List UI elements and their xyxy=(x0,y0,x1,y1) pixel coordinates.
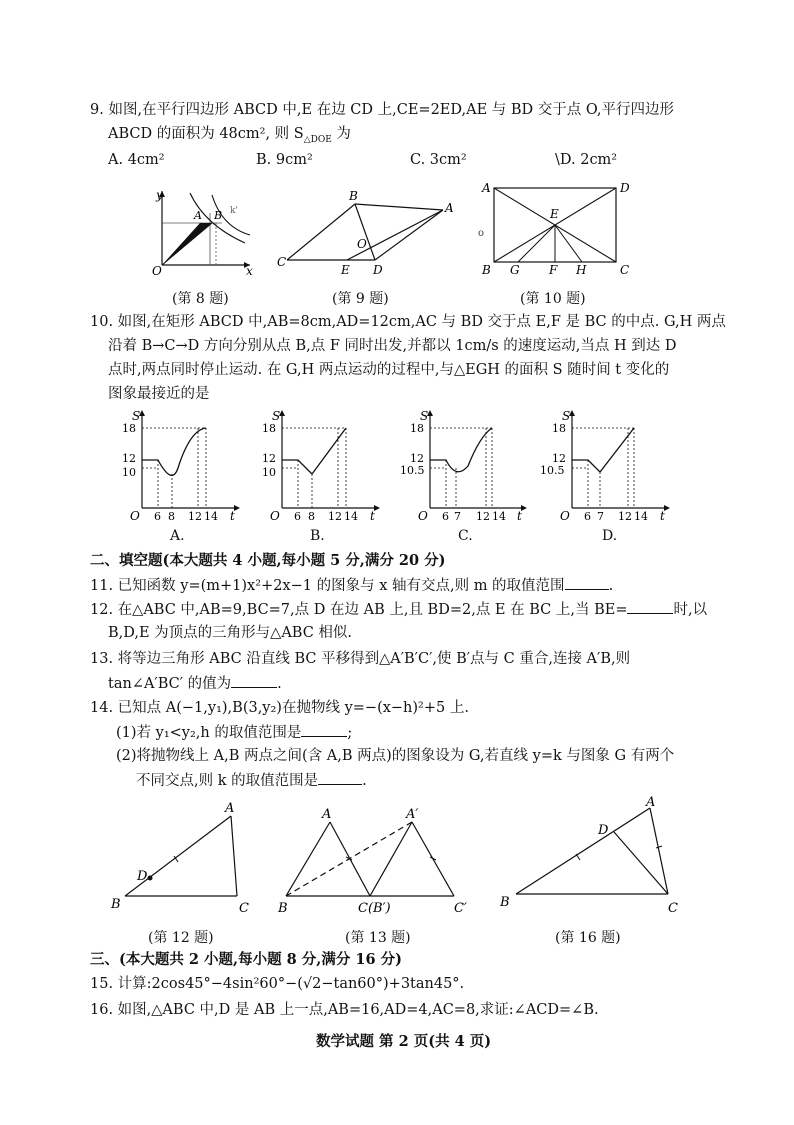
graph-a-t: t xyxy=(230,509,235,522)
fig16-caption: (第 16 题) xyxy=(555,930,621,946)
graph-a-xtick-14: 14 xyxy=(204,510,218,522)
graph-b-t: t xyxy=(370,509,375,522)
fig13-caption: (第 13 题) xyxy=(345,930,411,946)
q16: 16. 如图,△ABC 中,D 是 AB 上一点,AB=16,AD=4,AC=8,求证:∠ACD=∠B. xyxy=(90,1002,599,1018)
q13-end: . xyxy=(277,676,282,692)
fig10-label-b: B xyxy=(482,263,491,277)
figure-9 xyxy=(275,190,465,280)
graph-d-ytick-18: 18 xyxy=(552,422,566,435)
fig13-label-a: A xyxy=(322,807,332,822)
figure-8 xyxy=(150,183,260,278)
graph-b-o: O xyxy=(270,509,280,522)
q15: 15. 计算:2cos45°−4sin²60°−(√2−tan60°)+3tan45°. xyxy=(90,976,465,992)
q12-line1 xyxy=(90,599,707,620)
fig8-label-a: A xyxy=(194,209,202,222)
fig8-label-y: y xyxy=(156,188,163,202)
graph-d-xtick-12: 12 xyxy=(618,510,632,522)
q12-text: 12. 在△ABC 中,AB=9,BC=7,点 D 在边 AB 上,且 BD=2,点 E 在 BC 上,当 BE= xyxy=(90,602,628,618)
fig8-label-x: x xyxy=(246,264,253,278)
q11-text: 11. 已知函数 y=(m+1)x²+2x−1 的图象与 x 轴有交点,则 m 的取值范围 xyxy=(90,578,565,594)
fig12-caption: (第 12 题) xyxy=(148,930,214,946)
graph-c-xtick-6: 6 xyxy=(442,510,449,522)
graph-option-a xyxy=(118,404,248,522)
q9-subscript: △DOE xyxy=(303,134,332,145)
q9-line2-text: ABCD 的面积为 48cm², 则 S xyxy=(108,126,304,142)
graph-b-ytick-10: 10 xyxy=(262,466,276,479)
fig10-label-f: F xyxy=(549,263,558,277)
graph-c-o: O xyxy=(418,509,428,522)
fig9-label-d: D xyxy=(373,263,383,277)
q14-blank2 xyxy=(318,770,362,785)
fig10-label-d: D xyxy=(620,181,630,195)
q9-option-d: \D. 2cm² xyxy=(555,152,618,168)
fig10-label-a: A xyxy=(482,181,491,195)
q9-line2-end: 为 xyxy=(331,126,351,142)
fig12-label-b: B xyxy=(111,897,121,912)
figure-12 xyxy=(105,796,265,918)
q14-line1: 14. 已知点 A(−1,y₁),B(3,y₂)在抛物线 y=−(x−h)²+5 上. xyxy=(90,700,469,716)
figure-10 xyxy=(472,178,642,280)
graph-c-ytick-18: 18 xyxy=(410,422,424,435)
fig16-label-a: A xyxy=(646,796,656,810)
graph-option-c xyxy=(400,404,535,522)
q10-line1: 10. 如图,在矩形 ABCD 中,AB=8cm,AD=12cm,AC 与 BD 交于点 E,F 是 BC 的中点. G,H 两点 xyxy=(90,314,726,330)
q13-blank xyxy=(231,673,277,688)
section-2-heading: 二、填空题(本大题共 4 小题,每小题 5 分,满分 20 分) xyxy=(90,552,446,569)
graph-a-ytick-10: 10 xyxy=(122,466,136,479)
graph-c-xtick-7: 7 xyxy=(454,510,461,522)
fig8-label-k: k' xyxy=(230,206,238,216)
graph-a-xtick-6: 6 xyxy=(154,510,161,522)
q9-line1: 9. 如图,在平行四边形 ABCD 中,E 在边 CD 上,CE=2ED,AE 与 BD 交于点 O,平行四边形 xyxy=(90,102,675,118)
graph-c-ytick-12: 12 xyxy=(410,452,424,465)
fig10-label-c: C xyxy=(620,263,630,277)
q9-line2 xyxy=(108,124,351,150)
fig9-caption: (第 9 题) xyxy=(332,291,389,307)
graph-b-xtick-6: 6 xyxy=(294,510,301,522)
graph-b-xtick-8: 8 xyxy=(308,510,315,522)
graph-a-xtick-12: 12 xyxy=(188,510,202,522)
fig13-label-b: B xyxy=(278,901,288,916)
graph-a-ytick-12: 12 xyxy=(122,452,136,465)
section-3-heading: 三、(本大题共 2 小题,每小题 8 分,满分 16 分) xyxy=(90,951,402,968)
graph-c-t: t xyxy=(517,509,522,522)
graph-d-s: S xyxy=(562,409,571,423)
graph-a-o: O xyxy=(130,509,140,522)
graph-b-ytick-18: 18 xyxy=(262,422,276,435)
graph-b-s: S xyxy=(272,409,281,423)
q10-line3: 点时,两点同时停止运动. 在 G,H 两点运动的过程中,与△EGH 的面积 S 随时间 t 变化的 xyxy=(108,362,670,378)
fig16-label-d: D xyxy=(598,823,609,838)
fig13-label-c-b-prime: C(B′) xyxy=(358,901,391,916)
fig9-label-e: E xyxy=(341,263,350,277)
fig10-label-e: E xyxy=(550,207,559,221)
q14-line3: (2)将抛物线上 A,B 两点之间(含 A,B 两点)的图象设为 G,若直线 y=k 与图象 G 有两个 xyxy=(116,748,675,764)
graph-c-label: C. xyxy=(458,528,473,544)
q14-line2 xyxy=(116,722,352,743)
fig9-label-c: C xyxy=(277,255,287,269)
figure-13 xyxy=(272,800,482,920)
graph-c-xtick-12: 12 xyxy=(476,510,490,522)
q14-part2: 不同交点,则 k 的取值范围是 xyxy=(136,773,319,789)
q12-line1-end: 时,以 xyxy=(673,602,708,618)
graph-b-xtick-12: 12 xyxy=(328,510,342,522)
fig12-label-d: D xyxy=(137,869,148,884)
q10-line2: 沿着 B→C→D 方向分别从点 B,点 F 同时出发,并都以 1cm/s 的速度运动,当点 H 到达 D xyxy=(108,338,677,354)
graph-a-xtick-8: 8 xyxy=(168,510,175,522)
graph-d-ytick-105: 10.5 xyxy=(540,464,565,477)
fig10-label-o: o xyxy=(478,228,485,239)
fig13-label-a-prime: A′ xyxy=(406,807,419,822)
q13-line1: 13. 将等边三角形 ABC 沿直线 BC 平移得到△A′B′C′,使 B′点与 C 重合,连接 A′B,则 xyxy=(90,651,631,667)
fig10-label-h: H xyxy=(576,263,587,277)
q14-part2-end: . xyxy=(362,773,367,789)
figure-16 xyxy=(496,796,686,918)
q10-line4: 图象最接近的是 xyxy=(108,386,210,402)
graph-d-xtick-6: 6 xyxy=(584,510,591,522)
q11-end: . xyxy=(608,578,614,594)
fig9-label-b: B xyxy=(349,190,358,203)
graph-c-xtick-14: 14 xyxy=(492,510,506,522)
graph-a-label: A. xyxy=(170,528,185,544)
fig10-caption: (第 10 题) xyxy=(520,291,586,307)
graph-b-label: B. xyxy=(310,528,325,544)
graph-d-o: O xyxy=(560,509,570,522)
q14-part1-end: ; xyxy=(347,725,353,741)
fig12-label-c: C xyxy=(239,901,249,916)
q12-blank xyxy=(627,599,673,614)
fig8-label-o: O xyxy=(152,264,162,278)
fig12-label-a: A xyxy=(225,801,235,816)
q12-line2: B,D,E 为顶点的三角形与△ABC 相似. xyxy=(108,625,353,641)
q9-option-b: B. 9cm² xyxy=(256,152,313,168)
q13-text: tan∠A′BC′ 的值为 xyxy=(108,676,232,692)
graph-b-ytick-12: 12 xyxy=(262,452,276,465)
graph-d-t: t xyxy=(660,509,665,522)
graph-d-xtick-14: 14 xyxy=(634,510,648,522)
page-footer: 数学试题 第 2 页(共 4 页) xyxy=(316,1033,492,1050)
q14-blank1 xyxy=(301,722,347,737)
graph-b-xtick-14: 14 xyxy=(344,510,358,522)
graph-option-d xyxy=(540,404,680,522)
fig10-label-g: G xyxy=(510,263,520,277)
fig8-caption: (第 8 题) xyxy=(172,291,229,307)
q14-part1: (1)若 y₁<y₂,h 的取值范围是 xyxy=(116,725,302,741)
fig16-label-c: C xyxy=(668,901,678,916)
graph-c-ytick-105: 10.5 xyxy=(400,464,425,477)
fig9-label-o: O xyxy=(357,237,367,251)
graph-option-b xyxy=(258,404,388,522)
fig8-label-b: B xyxy=(214,209,223,222)
fig9-label-a: A xyxy=(445,201,454,215)
graph-c-s: S xyxy=(420,409,429,423)
fig13-label-c-prime: C′ xyxy=(454,901,467,916)
graph-d-xtick-7: 7 xyxy=(597,510,604,522)
graph-d-ytick-12: 12 xyxy=(552,452,566,465)
graph-a-s: S xyxy=(132,409,141,423)
q11 xyxy=(90,575,613,596)
q11-blank xyxy=(565,575,609,590)
fig16-label-b: B xyxy=(500,895,510,910)
graph-d-label: D. xyxy=(602,528,618,544)
q14-line4 xyxy=(136,770,367,791)
graph-a-ytick-18: 18 xyxy=(122,422,136,435)
q13-line2 xyxy=(108,673,282,694)
q9-option-c: C. 3cm² xyxy=(410,152,467,168)
q9-option-a: A. 4cm² xyxy=(108,152,165,168)
